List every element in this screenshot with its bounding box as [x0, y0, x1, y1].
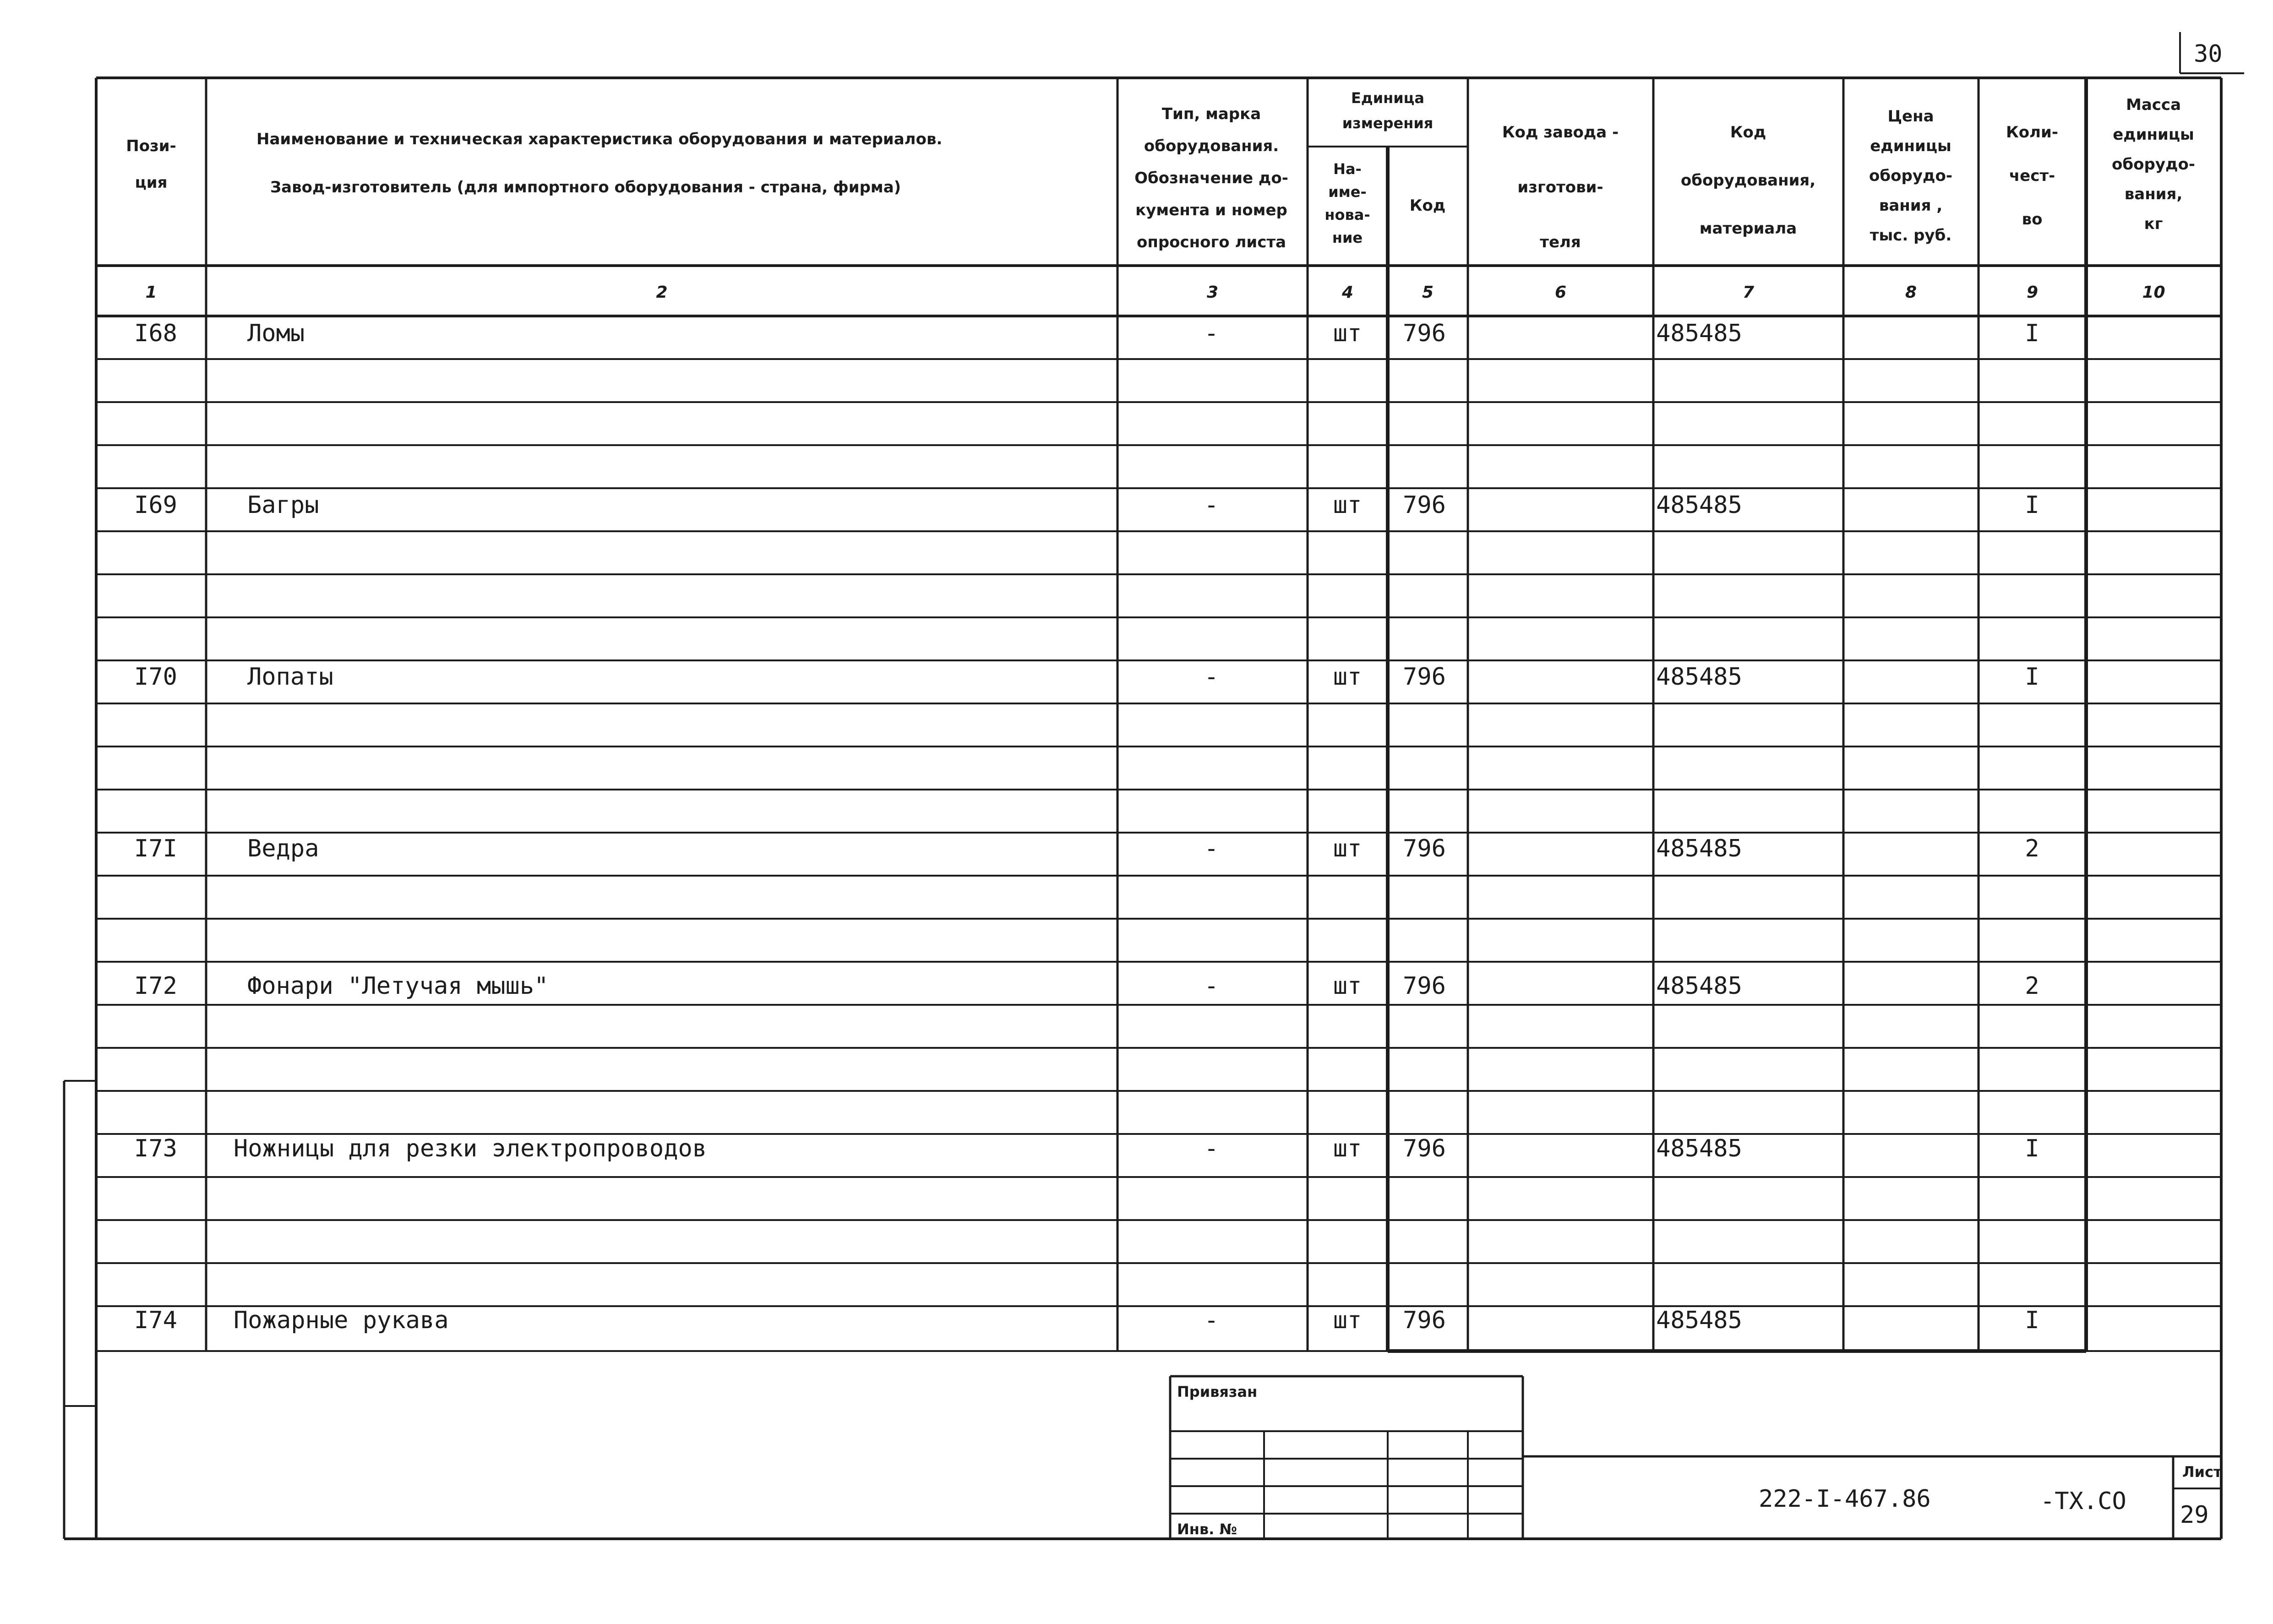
header-type: опросного листа [1136, 233, 1286, 251]
header-price: оборудо- [1869, 167, 1952, 185]
header-name: Наименование и техническая характеристика оборудования и материалов. [256, 130, 943, 148]
header-manufacturer: Завод-изготовитель (для импортного оборудования - страна, фирма) [270, 178, 901, 196]
header-price: вания , [1879, 196, 1943, 215]
header-quantity: во [2022, 210, 2043, 229]
row-unit-code: 796 [1403, 972, 1446, 1000]
header-unit-name: На- [1333, 160, 1362, 178]
row-unit-code: 796 [1403, 835, 1446, 862]
column-number: 2 [656, 283, 668, 302]
row-position: I70 [134, 663, 177, 691]
header-price: тыс. руб. [1870, 226, 1952, 245]
row-quantity: I [2025, 491, 2039, 519]
header-mass: кг [2144, 215, 2163, 233]
row-type: - [1204, 663, 1219, 691]
row-name: Ведра [247, 835, 319, 862]
table-body [134, 320, 2039, 1334]
row-quantity: I [2025, 320, 2039, 347]
header-position: Пози- [126, 137, 176, 155]
column-number: 4 [1341, 283, 1354, 302]
table-row [134, 491, 2039, 519]
row-unit: шт [1333, 972, 1362, 1000]
header-quantity: чест- [2009, 167, 2055, 185]
row-unit: шт [1333, 1307, 1362, 1334]
header-unit-name: ние [1332, 229, 1363, 246]
row-quantity: I [2025, 1135, 2039, 1162]
table-row [134, 1135, 2039, 1162]
table-header [126, 89, 2195, 251]
row-name: Багры [247, 491, 319, 519]
header-price: единицы [1870, 137, 1951, 155]
header-type: Тип, марка [1161, 105, 1261, 123]
row-type: - [1204, 320, 1219, 347]
header-factory-code: Код завода - [1502, 123, 1619, 142]
header-unit-name: нова- [1325, 206, 1370, 223]
row-position: I74 [134, 1307, 177, 1334]
header-type: кумента и номер [1135, 201, 1287, 219]
row-unit: шт [1333, 320, 1362, 347]
header-equipment-code: материала [1699, 219, 1797, 238]
table-row [134, 1307, 2039, 1334]
sheet-number: 29 [2180, 1501, 2209, 1529]
header-equipment-code: Код [1730, 123, 1766, 142]
column-number: 10 [2142, 283, 2165, 302]
page-number: 30 [2194, 40, 2223, 68]
inventory-label: Инв. № [1177, 1520, 1237, 1538]
row-name: Лопаты [247, 663, 333, 691]
row-unit: шт [1333, 1135, 1362, 1162]
row-name: Ножницы для резки электропроводов [234, 1135, 707, 1162]
row-unit-code: 796 [1403, 1307, 1446, 1334]
table-row [134, 835, 2039, 862]
table-row [134, 663, 2039, 691]
row-unit-code: 796 [1403, 491, 1446, 519]
row-name: Пожарные рукава [234, 1307, 449, 1334]
column-number: 7 [1742, 283, 1755, 302]
column-number: 3 [1206, 283, 1219, 302]
row-equipment-code: 485485 [1656, 972, 1742, 1000]
header-mass: оборудо- [2112, 155, 2195, 174]
column-number: 9 [2026, 283, 2039, 302]
row-unit: шт [1333, 491, 1362, 519]
row-quantity: I [2025, 663, 2039, 691]
header-factory-code: теля [1540, 233, 1581, 251]
row-position: I7I [134, 835, 177, 862]
row-unit: шт [1333, 835, 1362, 862]
row-type: - [1204, 1307, 1219, 1334]
row-type: - [1204, 972, 1219, 1000]
header-unit-group: измерения [1342, 114, 1434, 132]
header-quantity: Коли- [2006, 123, 2058, 142]
column-number: 8 [1905, 283, 1917, 302]
header-mass: вания, [2124, 185, 2183, 203]
header-position: ция [135, 174, 168, 192]
column-numbers-row [145, 283, 2165, 302]
column-number: 6 [1554, 283, 1567, 302]
header-unit-code: Код [1409, 196, 1446, 215]
header-mass: Масса [2126, 96, 2181, 114]
header-factory-code: изготови- [1517, 178, 1603, 196]
document-code: 222-I-467.86 [1759, 1485, 1931, 1513]
header-mass: единицы [2113, 125, 2194, 144]
row-equipment-code: 485485 [1656, 835, 1742, 862]
row-equipment-code: 485485 [1656, 1135, 1742, 1162]
header-price: Цена [1887, 107, 1934, 125]
header-unit-group: Единица [1351, 89, 1424, 107]
row-unit-code: 796 [1403, 1135, 1446, 1162]
row-type: - [1204, 491, 1219, 519]
row-equipment-code: 485485 [1656, 320, 1742, 347]
row-equipment-code: 485485 [1656, 1307, 1742, 1334]
row-equipment-code: 485485 [1656, 663, 1742, 691]
header-type: Обозначение до- [1134, 169, 1288, 187]
row-name: Ломы [247, 320, 305, 347]
header-equipment-code: оборудования, [1680, 171, 1816, 190]
row-position: I69 [134, 491, 177, 519]
row-type: - [1204, 1135, 1219, 1162]
row-equipment-code: 485485 [1656, 491, 1742, 519]
row-unit: шт [1333, 663, 1362, 691]
row-type: - [1204, 835, 1219, 862]
column-number: 1 [145, 283, 157, 302]
column-number: 5 [1422, 283, 1434, 302]
row-unit-code: 796 [1403, 320, 1446, 347]
table-row [134, 320, 2039, 347]
header-type: оборудования. [1144, 137, 1279, 155]
row-quantity: I [2025, 1307, 2039, 1334]
row-position: I72 [134, 972, 177, 1000]
header-unit-name: име- [1328, 183, 1367, 201]
row-position: I73 [134, 1135, 177, 1162]
bound-label: Привязан [1177, 1383, 1258, 1401]
row-quantity: 2 [2025, 835, 2039, 862]
document-suffix: -ТХ.СО [2040, 1488, 2126, 1515]
row-quantity: 2 [2025, 972, 2039, 1000]
sheet-label: Лист [2182, 1463, 2222, 1481]
row-unit-code: 796 [1403, 663, 1446, 691]
row-name: Фонари "Летучая мышь" [247, 972, 549, 1000]
table-row [134, 972, 2039, 1000]
row-position: I68 [134, 320, 177, 347]
